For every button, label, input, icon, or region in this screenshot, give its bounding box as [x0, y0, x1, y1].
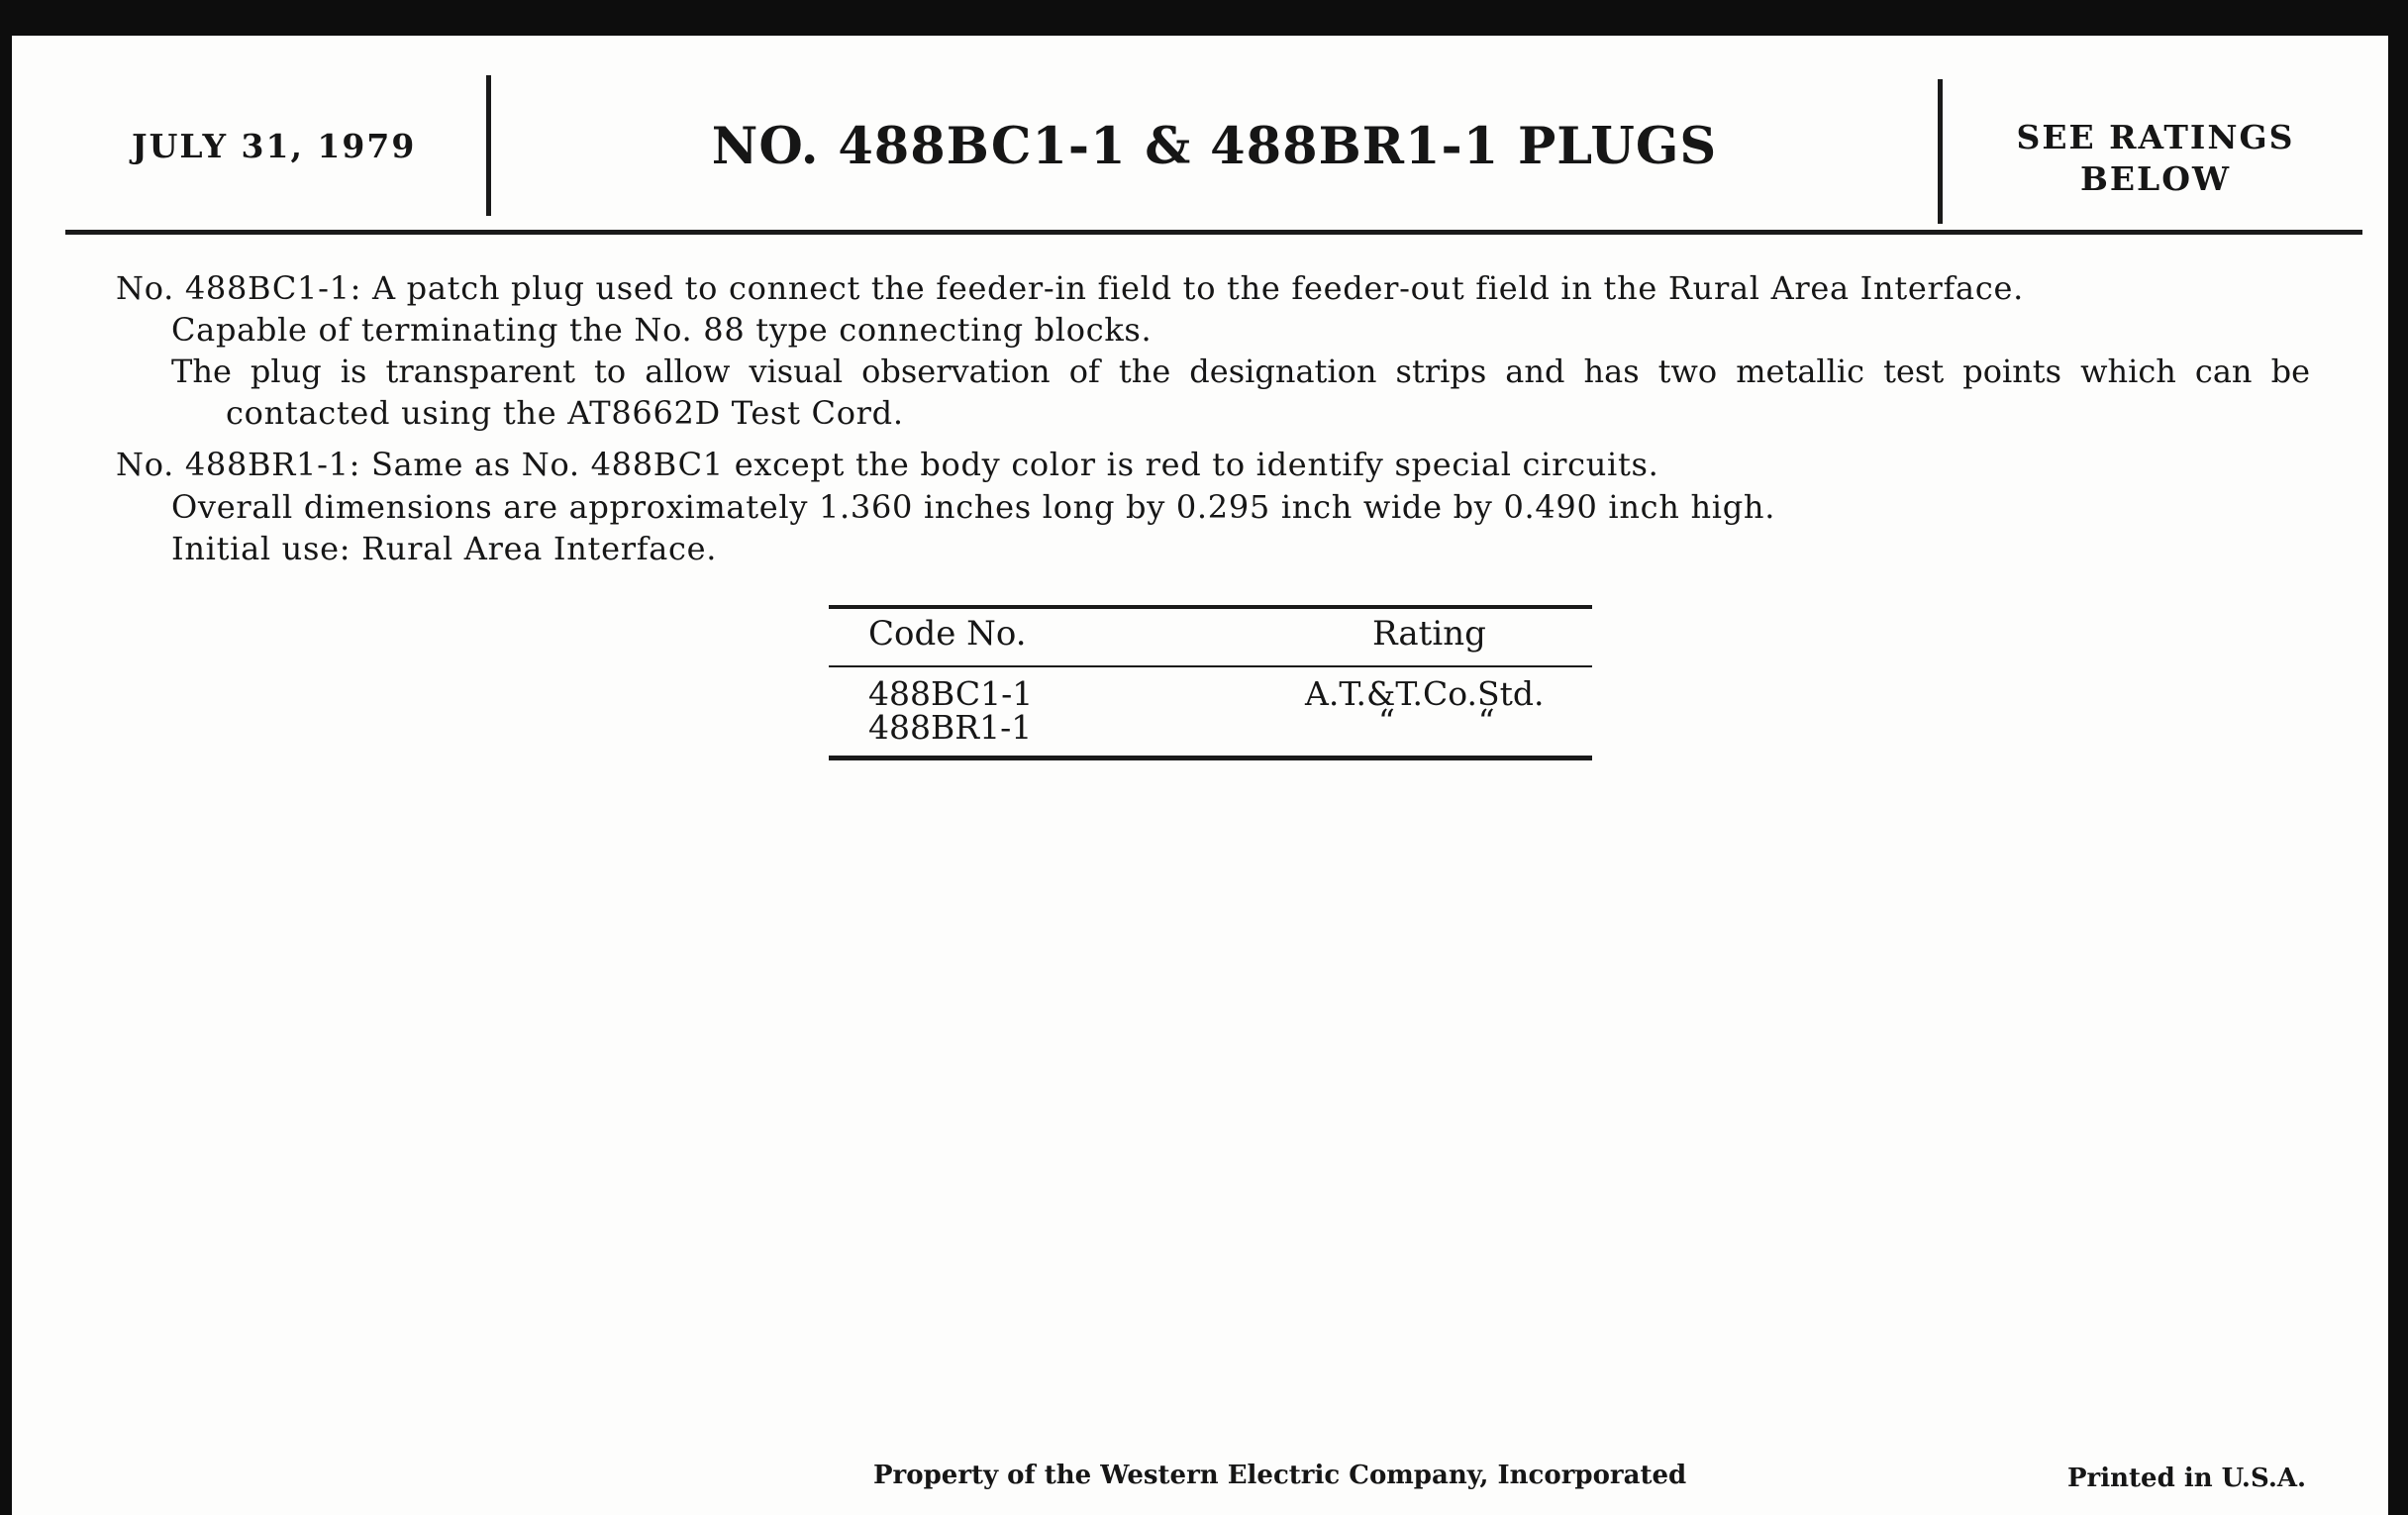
table-cell-code: 488BC1-1 — [868, 674, 1034, 713]
table-header-rating: Rating — [1372, 614, 1486, 654]
paragraph-488bc1-line2: Capable of terminating the No. 88 type connecting blocks. — [171, 311, 1153, 349]
header-rule — [65, 230, 2362, 235]
table-header-code: Code No. — [868, 614, 1027, 654]
table-cell-rating: “ “ — [1378, 702, 1495, 741]
page-title: NO. 488BC1-1 & 488BR1-1 PLUGS — [711, 117, 1718, 176]
document-card — [12, 36, 2388, 1515]
paragraph-488br1-line2: Overall dimensions are approximately 1.360 inches long by 0.295 inch wide by 0.490 inch high. — [171, 488, 1776, 526]
paragraph-488bc1-line4: contacted using the AT8662D Test Cord. — [226, 394, 904, 432]
paragraph-488bc1-line3: The plug is transparent to allow visual observation of the designation strips and has two metallic test points which can be — [171, 353, 2310, 390]
table-cell-rating: A.T.&T.Co.Std. — [1305, 674, 1545, 713]
ratings-note-line1: SEE RATINGS — [2016, 118, 2295, 156]
paragraph-488bc1-line1: No. 488BC1-1: A patch plug used to connect the feeder-in field to the feeder-out field in the Rural Area Interface. — [116, 269, 2024, 307]
paragraph-488br1-line1: No. 488BR1-1: Same as No. 488BC1 except the body color is red to identify special circuits. — [116, 446, 1659, 483]
ratings-note-line2: BELOW — [2079, 159, 2232, 198]
ratings-note — [1943, 117, 2368, 200]
document-date: JULY 31, 1979 — [132, 127, 417, 165]
table-top-rule — [829, 605, 1592, 609]
table-header-rule — [829, 665, 1592, 667]
table-bottom-rule — [829, 756, 1592, 760]
footer-printed: Printed in U.S.A. — [2067, 1464, 2307, 1493]
paragraph-488br1-line3: Initial use: Rural Area Interface. — [171, 530, 718, 567]
footer-property: Property of the Western Electric Company, Incorporated — [873, 1461, 1687, 1490]
table-cell-code: 488BR1-1 — [868, 708, 1033, 747]
